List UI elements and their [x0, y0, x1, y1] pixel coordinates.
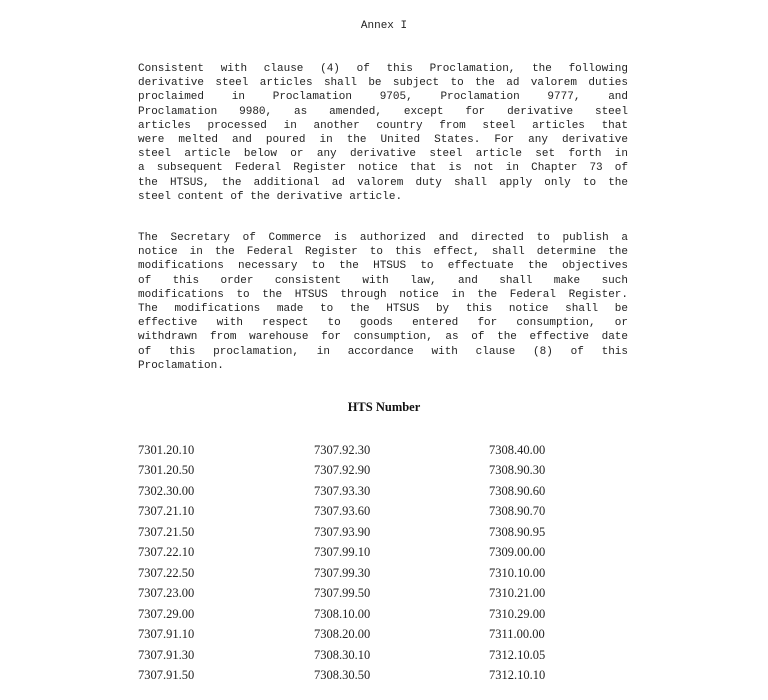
hts-code-cell: 7310.21.00 [489, 586, 546, 601]
paragraph-line: of this order consistent with law, and shall make such [138, 274, 628, 287]
paragraph-line: of this proclamation, in accordance with clause (8) of this [138, 345, 628, 358]
paragraph-line: withdrawn from warehouse for consumption, as of the effective date [138, 331, 628, 344]
paragraph-line: proclaimed in Proclamation 9705, Proclamation 9777, and [138, 91, 628, 104]
hts-code-cell: 7302.30.00 [138, 483, 195, 498]
hts-code-cell: 7311.00.00 [489, 627, 545, 642]
paragraph-line: steel article below or any derivative steel article set forth in [138, 148, 628, 161]
hts-code-cell: 7307.99.50 [314, 586, 371, 601]
table-row [138, 440, 589, 461]
hts-code-cell: 7308.30.50 [314, 668, 371, 683]
paragraph-line: The Secretary of Commerce is authorized and directed to publish a [138, 232, 628, 244]
hts-code-cell: 7308.20.00 [314, 627, 371, 642]
table-row [138, 645, 589, 666]
hts-code-cell: 7307.23.00 [138, 586, 195, 601]
table-row [138, 563, 589, 584]
annex-title: Annex I [360, 20, 408, 32]
hts-code-cell: 7307.93.30 [314, 483, 371, 498]
hts-code-cell: 7307.91.30 [138, 647, 195, 662]
table-row [138, 502, 589, 523]
paragraph-line: notice in the Federal Register to this effect, shall determine the [138, 246, 628, 259]
hts-code-cell: 7307.22.10 [138, 545, 195, 560]
hts-code-cell: 7307.93.60 [314, 504, 371, 519]
hts-code-cell: 7307.21.50 [138, 524, 195, 539]
hts-code-cell: 7301.20.50 [138, 463, 195, 478]
hts-number-table [138, 440, 589, 686]
hts-code-cell: 7312.10.05 [489, 647, 546, 662]
hts-code-cell: 7307.99.30 [314, 565, 371, 580]
hts-code-cell: 7312.10.10 [489, 668, 546, 683]
hts-code-cell: 7307.92.30 [314, 442, 371, 457]
hts-code-cell: 7308.90.95 [489, 524, 546, 539]
hts-code-cell: 7308.40.00 [489, 442, 546, 457]
table-row [138, 666, 589, 687]
paragraph-clause-4 [138, 62, 628, 204]
paragraph-line: were melted and poured in the United States. For any derivative [138, 134, 628, 147]
hts-code-cell: 7307.21.10 [138, 504, 195, 519]
paragraph-line: modifications necessary to the HTSUS to effectuate the objectives [138, 260, 628, 273]
hts-code-cell: 7307.99.10 [314, 545, 371, 560]
hts-code-cell: 7308.90.70 [489, 504, 546, 519]
hts-code-cell: 7307.29.00 [138, 606, 195, 621]
hts-code-cell: 7307.22.50 [138, 565, 195, 580]
hts-code-cell: 7307.91.10 [138, 627, 195, 642]
hts-number-heading: HTS Number [347, 400, 421, 414]
hts-code-cell: 7308.90.30 [489, 463, 546, 478]
hts-code-cell: 7301.20.10 [138, 442, 195, 457]
hts-code-cell: 7307.91.50 [138, 668, 195, 683]
paragraph-line: Proclamation 9980, as amended, except for derivative steel [138, 105, 628, 118]
hts-code-cell: 7307.93.90 [314, 524, 371, 539]
paragraph-line: steel content of the derivative article. [138, 190, 403, 203]
paragraph-line: a subsequent Federal Register notice that is not in Chapter 73 of [138, 162, 628, 175]
table-row [138, 584, 589, 605]
hts-code-cell: 7309.00.00 [489, 545, 546, 560]
paragraph-line: effective with respect to goods entered for consumption, or [138, 317, 628, 330]
hts-code-cell: 7307.92.90 [314, 463, 371, 478]
hts-code-cell: 7308.90.60 [489, 483, 546, 498]
paragraph-line: Consistent with clause (4) of this Proclamation, the following [138, 63, 628, 75]
hts-code-cell: 7308.10.00 [314, 606, 371, 621]
table-row [138, 604, 589, 625]
table-row [138, 481, 589, 502]
table-row [138, 461, 589, 482]
paragraph-secretary-of-commerce [138, 231, 628, 373]
paragraph-line: modifications to the HTSUS through notice in the Federal Register. [138, 288, 628, 301]
table-row [138, 543, 589, 564]
table-row [138, 625, 589, 646]
paragraph-line: articles processed in another country from steel articles that [138, 119, 628, 132]
paragraph-line: The modifications made to the HTSUS by this notice shall be [138, 303, 628, 316]
paragraph-line: derivative steel articles shall be subject to the ad valorem duties [138, 77, 628, 90]
hts-code-cell: 7310.10.00 [489, 565, 546, 580]
hts-code-cell: 7308.30.10 [314, 647, 371, 662]
table-row [138, 522, 589, 543]
paragraph-line: Proclamation. [138, 359, 224, 372]
hts-code-cell: 7310.29.00 [489, 606, 546, 621]
paragraph-line: the HTSUS, the additional ad valorem duty shall apply only to the [138, 176, 628, 189]
